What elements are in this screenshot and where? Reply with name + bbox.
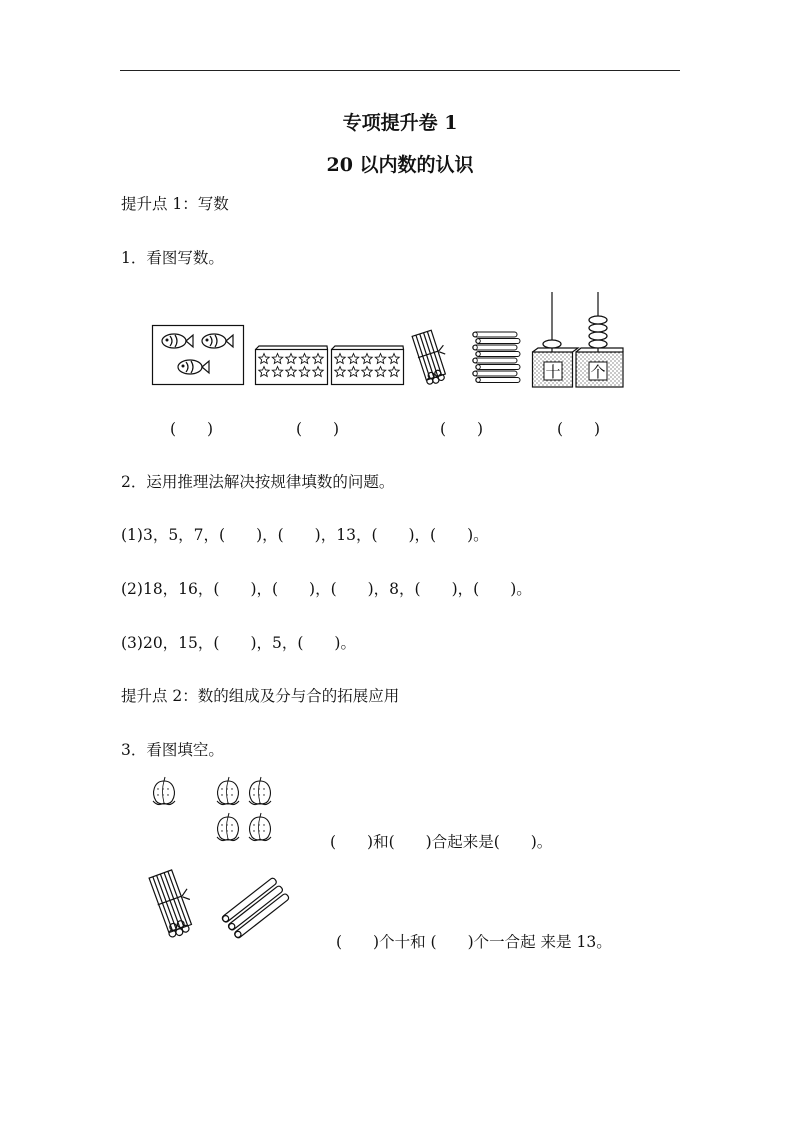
peach-icon xyxy=(217,813,239,841)
fish-icon xyxy=(202,334,233,348)
abacus-bead xyxy=(589,340,607,348)
stick-bundle-icon xyxy=(148,870,196,942)
section2-heading: 提升点 2：数的组成及分与合的拓展应用 xyxy=(121,687,400,705)
stick-icon xyxy=(476,365,520,370)
stick-icon xyxy=(473,332,517,337)
question2-text: 2．运用推理法解决按规律填数的问题。 xyxy=(121,473,395,491)
star-icon xyxy=(286,354,296,364)
stick-icon xyxy=(473,358,517,363)
answer-blank-3[interactable]: ( ) xyxy=(440,420,484,438)
fish-icon xyxy=(178,360,209,374)
abacus-icon xyxy=(532,290,624,388)
star-icon xyxy=(362,354,372,364)
three-sticks-icon xyxy=(222,880,292,940)
sequence-item-2: (2)18，16，( )，( )，( )，8，( )，( )。 xyxy=(121,580,532,598)
star-icon xyxy=(313,367,323,377)
answer-blank-2[interactable]: ( ) xyxy=(296,420,340,438)
section1-heading: 提升点 1：写数 xyxy=(121,195,229,213)
sequence-item-1: (1)3，5，7，( )，( )，13，( )，( )。 xyxy=(121,526,489,544)
abacus-bead xyxy=(589,332,607,340)
sequence-item-3: (3)20，15，( )，5，( )。 xyxy=(121,634,356,652)
question1-text: 1．看图写数。 xyxy=(121,249,224,267)
peaches-picture xyxy=(148,775,283,847)
answer-blank-4[interactable]: ( ) xyxy=(557,420,601,438)
question3-text: 3．看图填空。 xyxy=(121,741,224,759)
peach-icon xyxy=(249,777,271,805)
star-icon xyxy=(286,367,296,377)
sticks-fill-sentence: ( )个十和 ( )个一合起 来是 13。 xyxy=(336,933,612,951)
page-subtitle: 20 以内数的认识 xyxy=(326,154,474,176)
peach-icon xyxy=(249,813,271,841)
star-icon xyxy=(335,367,345,377)
star-icon xyxy=(375,367,385,377)
star-icon xyxy=(375,354,385,364)
star-icon xyxy=(299,367,309,377)
star-icon xyxy=(272,367,282,377)
star-icon xyxy=(259,367,269,377)
star-icon xyxy=(348,367,358,377)
star-icon xyxy=(299,354,309,364)
answer-blank-1[interactable]: ( ) xyxy=(170,420,214,438)
star-icon xyxy=(389,367,399,377)
stick-icon xyxy=(476,339,520,344)
stars-picture xyxy=(255,349,405,385)
stick-icon xyxy=(473,371,517,376)
star-icon xyxy=(272,354,282,364)
abacus-tens-label: 十 xyxy=(545,363,561,381)
stick-bundle-icon xyxy=(410,330,450,388)
star-icon xyxy=(348,354,358,364)
star-icon xyxy=(389,354,399,364)
abacus-bead xyxy=(589,316,607,324)
star-icon xyxy=(259,354,269,364)
stick-icon xyxy=(473,345,517,350)
abacus-bead xyxy=(589,324,607,332)
star-icon xyxy=(313,354,323,364)
fish-icon xyxy=(162,334,193,348)
star-icon xyxy=(362,367,372,377)
star-icon xyxy=(335,354,345,364)
loose-sticks-icon xyxy=(470,328,522,386)
peach-icon xyxy=(217,777,239,805)
stick-icon xyxy=(476,352,520,357)
peach-fill-sentence: ( )和( )合起来是( )。 xyxy=(330,833,553,851)
stick-icon xyxy=(476,378,520,383)
page-title: 专项提升卷 1 xyxy=(342,112,458,134)
fish-picture xyxy=(152,325,244,385)
peach-icon xyxy=(153,777,175,805)
top-rule xyxy=(120,70,680,71)
abacus-ones-label: 个 xyxy=(590,363,606,381)
abacus-bead xyxy=(543,340,561,348)
